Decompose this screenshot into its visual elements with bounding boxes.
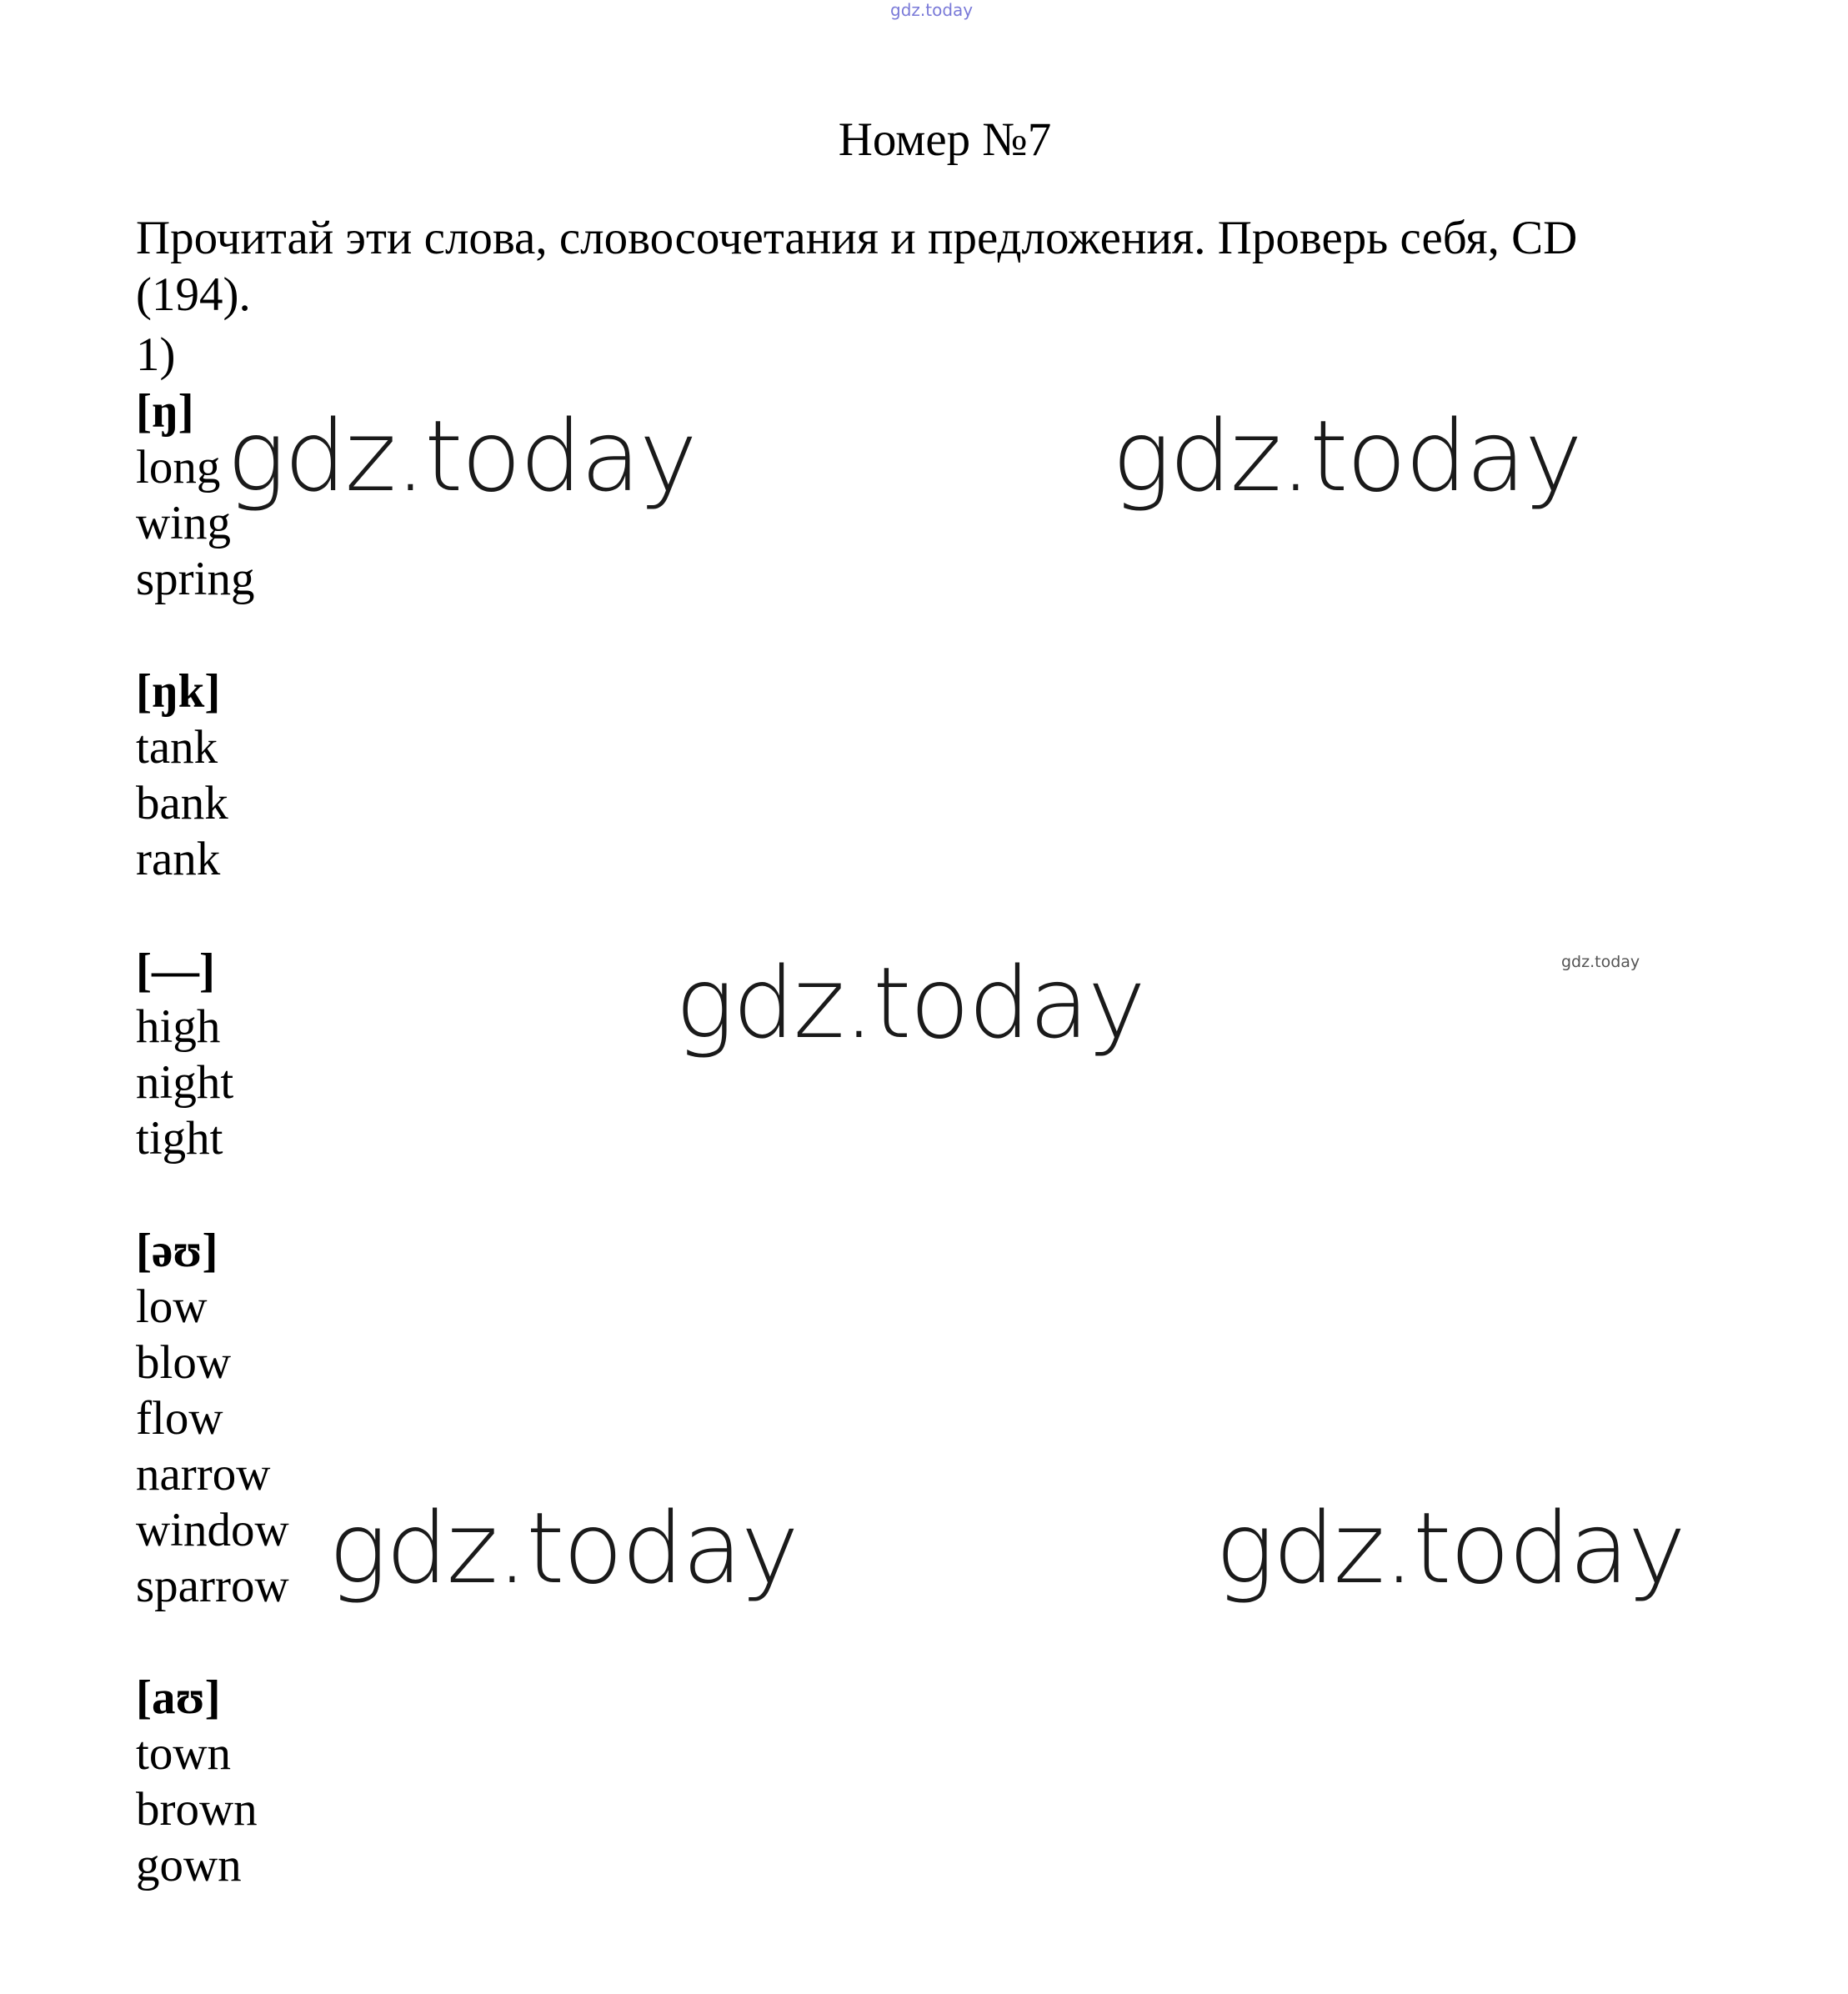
phonetic-symbol: [—]: [136, 944, 215, 997]
section-number: 1): [136, 328, 176, 381]
word-item: brown: [136, 1783, 258, 1836]
word-item: sparrow: [136, 1560, 289, 1612]
watermark-text: gdz.today: [328, 1490, 798, 1606]
word-item: window: [136, 1504, 289, 1556]
word-item: wing: [136, 497, 231, 549]
page-title: Номер №7: [838, 113, 1052, 166]
watermark-text: gdz.today: [227, 398, 696, 514]
word-item: high: [136, 1000, 221, 1053]
watermark-text: gdz.today: [1112, 398, 1581, 514]
word-item: long: [136, 441, 221, 493]
word-item: low: [136, 1280, 208, 1333]
word-item: blow: [136, 1336, 231, 1389]
watermark-small: gdz.today: [1561, 953, 1640, 971]
word-item: gown: [136, 1839, 242, 1891]
phonetic-symbol: [aʊ]: [136, 1671, 221, 1724]
phonetic-symbol: [ŋ]: [136, 385, 194, 438]
word-item: night: [136, 1056, 234, 1109]
phonetic-group-au: [136, 1670, 258, 1893]
phonetic-group-ngk: [136, 664, 228, 887]
watermark-text: gdz.today: [675, 945, 1144, 1060]
word-item: narrow: [136, 1448, 271, 1501]
top-watermark: gdz.today: [890, 0, 974, 20]
word-item: bank: [136, 777, 228, 829]
word-item: flow: [136, 1392, 223, 1445]
instruction-text: Прочитай эти слова, словосочетания и предложения. Проверь себя, CD (194).: [136, 212, 1578, 321]
word-item: town: [136, 1727, 231, 1780]
phonetic-symbol: [ŋk]: [136, 665, 221, 718]
phonetic-group-ou: [136, 1223, 289, 1614]
word-item: tight: [136, 1112, 223, 1165]
phonetic-group-dash: [136, 943, 233, 1166]
word-item: rank: [136, 833, 221, 885]
watermark-text: gdz.today: [1215, 1490, 1685, 1606]
phonetic-symbol: [əʊ]: [136, 1225, 218, 1277]
word-item: spring: [136, 553, 255, 605]
word-item: tank: [136, 721, 218, 774]
